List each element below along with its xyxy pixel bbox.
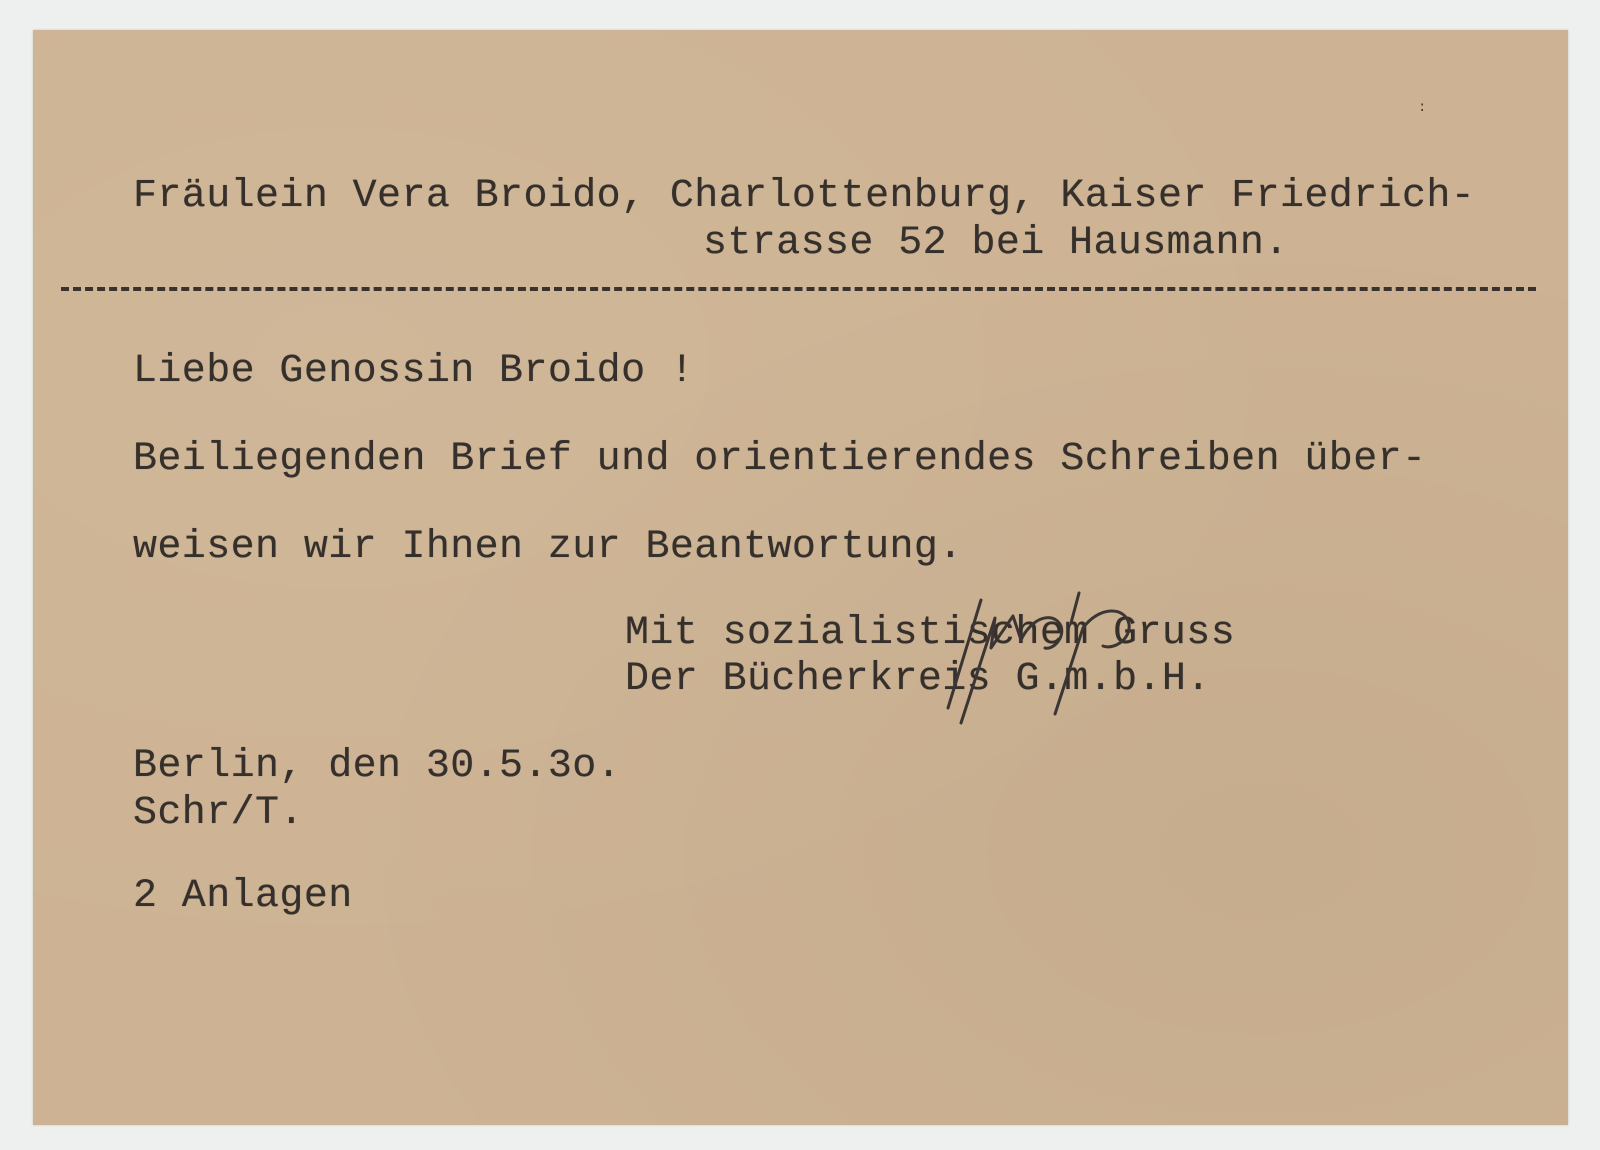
dashed-separator bbox=[61, 287, 1536, 291]
salutation: Liebe Genossin Broido ! bbox=[133, 349, 695, 394]
enclosures-line: 2 Anlagen bbox=[133, 874, 353, 919]
sender: Der Bücherkreis G.m.b.H. bbox=[625, 657, 1211, 702]
postcard bbox=[33, 30, 1568, 1125]
address-line-1: Fräulein Vera Broido, Charlottenburg, Kaiser Friedrich- bbox=[133, 174, 1476, 219]
reference-line: Schr/T. bbox=[133, 791, 304, 836]
body-line-1: Beiliegenden Brief und orientierendes Schreiben über- bbox=[133, 437, 1427, 482]
address-line-2: strasse 52 bei Hausmann. bbox=[703, 221, 1289, 266]
paper-speck: : bbox=[1418, 100, 1427, 116]
handwritten-signature-icon bbox=[903, 588, 1163, 728]
date-line: Berlin, den 30.5.3o. bbox=[133, 744, 622, 789]
closing: Mit sozialistischem Gruss bbox=[625, 611, 1236, 656]
body-line-2: weisen wir Ihnen zur Beantwortung. bbox=[133, 525, 963, 570]
